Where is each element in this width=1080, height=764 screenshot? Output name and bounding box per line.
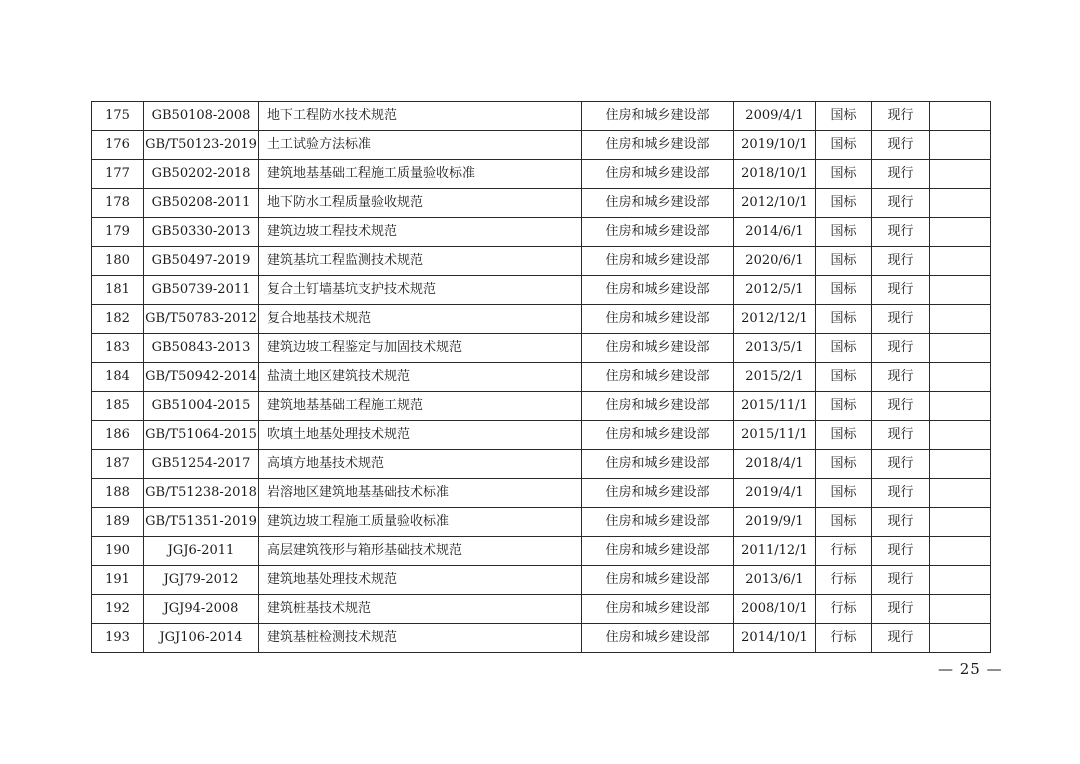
issuing-department: 住房和城乡建设部 — [582, 334, 734, 363]
row-seq-number: 187 — [92, 450, 144, 479]
row-seq-number: 186 — [92, 421, 144, 450]
table-row — [92, 334, 991, 363]
standard-name: 盐渍土地区建筑技术规范 — [259, 363, 582, 392]
standard-name: 吹填土地基处理技术规范 — [259, 421, 582, 450]
issuing-department: 住房和城乡建设部 — [582, 537, 734, 566]
standard-level: 国标 — [816, 450, 872, 479]
standard-status: 现行 — [872, 102, 930, 131]
standard-status: 现行 — [872, 305, 930, 334]
standard-level: 国标 — [816, 247, 872, 276]
remark-cell — [930, 566, 991, 595]
table-row — [92, 537, 991, 566]
effective-date: 2015/11/1 — [734, 421, 816, 450]
standard-status: 现行 — [872, 566, 930, 595]
effective-date: 2013/6/1 — [734, 566, 816, 595]
standard-code: GB/T51351-2019 — [144, 508, 259, 537]
issuing-department: 住房和城乡建设部 — [582, 508, 734, 537]
issuing-department: 住房和城乡建设部 — [582, 566, 734, 595]
effective-date: 2014/6/1 — [734, 218, 816, 247]
standard-code: GB/T51064-2015 — [144, 421, 259, 450]
standard-code: JGJ79-2012 — [144, 566, 259, 595]
remark-cell — [930, 218, 991, 247]
issuing-department: 住房和城乡建设部 — [582, 479, 734, 508]
standard-status: 现行 — [872, 537, 930, 566]
standard-level: 国标 — [816, 102, 872, 131]
standard-level: 国标 — [816, 131, 872, 160]
table-row — [92, 160, 991, 189]
remark-cell — [930, 595, 991, 624]
issuing-department: 住房和城乡建设部 — [582, 624, 734, 653]
remark-cell — [930, 508, 991, 537]
standard-level: 国标 — [816, 334, 872, 363]
remark-cell — [930, 247, 991, 276]
effective-date: 2009/4/1 — [734, 102, 816, 131]
row-seq-number: 191 — [92, 566, 144, 595]
standard-code: GB50739-2011 — [144, 276, 259, 305]
issuing-department: 住房和城乡建设部 — [582, 595, 734, 624]
standard-name: 高层建筑筏形与箱形基础技术规范 — [259, 537, 582, 566]
table-row — [92, 247, 991, 276]
standard-level: 行标 — [816, 537, 872, 566]
standard-level: 国标 — [816, 160, 872, 189]
effective-date: 2018/10/1 — [734, 160, 816, 189]
issuing-department: 住房和城乡建设部 — [582, 102, 734, 131]
remark-cell — [930, 421, 991, 450]
table-row — [92, 276, 991, 305]
standard-level: 国标 — [816, 392, 872, 421]
standard-name: 高填方地基技术规范 — [259, 450, 582, 479]
row-seq-number: 181 — [92, 276, 144, 305]
remark-cell — [930, 450, 991, 479]
effective-date: 2012/10/1 — [734, 189, 816, 218]
standard-name: 建筑边坡工程施工质量验收标准 — [259, 508, 582, 537]
standard-code: GB/T50783-2012 — [144, 305, 259, 334]
remark-cell — [930, 160, 991, 189]
table-row — [92, 392, 991, 421]
standard-level: 国标 — [816, 218, 872, 247]
effective-date: 2019/9/1 — [734, 508, 816, 537]
standard-name: 建筑地基处理技术规范 — [259, 566, 582, 595]
standard-code: GB50497-2019 — [144, 247, 259, 276]
effective-date: 2019/10/1 — [734, 131, 816, 160]
standard-level: 国标 — [816, 305, 872, 334]
standard-status: 现行 — [872, 479, 930, 508]
row-seq-number: 184 — [92, 363, 144, 392]
standard-name: 地下工程防水技术规范 — [259, 102, 582, 131]
effective-date: 2012/12/1 — [734, 305, 816, 334]
standard-code: GB51254-2017 — [144, 450, 259, 479]
standard-status: 现行 — [872, 218, 930, 247]
standard-name: 岩溶地区建筑地基基础技术标准 — [259, 479, 582, 508]
row-seq-number: 179 — [92, 218, 144, 247]
table-row — [92, 363, 991, 392]
page-number: — 25 — — [938, 660, 1003, 678]
standard-name: 地下防水工程质量验收规范 — [259, 189, 582, 218]
standard-code: JGJ94-2008 — [144, 595, 259, 624]
row-seq-number: 178 — [92, 189, 144, 218]
standard-level: 国标 — [816, 189, 872, 218]
effective-date: 2008/10/1 — [734, 595, 816, 624]
issuing-department: 住房和城乡建设部 — [582, 247, 734, 276]
standard-code: GB51004-2015 — [144, 392, 259, 421]
table-row — [92, 508, 991, 537]
standard-status: 现行 — [872, 334, 930, 363]
effective-date: 2015/2/1 — [734, 363, 816, 392]
standard-name: 建筑基坑工程监测技术规范 — [259, 247, 582, 276]
issuing-department: 住房和城乡建设部 — [582, 305, 734, 334]
issuing-department: 住房和城乡建设部 — [582, 450, 734, 479]
table-row — [92, 218, 991, 247]
row-seq-number: 193 — [92, 624, 144, 653]
standard-name: 建筑地基基础工程施工规范 — [259, 392, 582, 421]
standard-level: 国标 — [816, 421, 872, 450]
row-seq-number: 189 — [92, 508, 144, 537]
standard-status: 现行 — [872, 189, 930, 218]
remark-cell — [930, 102, 991, 131]
standard-name: 复合土钉墙基坑支护技术规范 — [259, 276, 582, 305]
standard-code: JGJ106-2014 — [144, 624, 259, 653]
table-row — [92, 305, 991, 334]
effective-date: 2013/5/1 — [734, 334, 816, 363]
issuing-department: 住房和城乡建设部 — [582, 160, 734, 189]
standard-level: 国标 — [816, 479, 872, 508]
effective-date: 2020/6/1 — [734, 247, 816, 276]
issuing-department: 住房和城乡建设部 — [582, 276, 734, 305]
table-row — [92, 595, 991, 624]
row-seq-number: 177 — [92, 160, 144, 189]
remark-cell — [930, 537, 991, 566]
standard-code: GB50843-2013 — [144, 334, 259, 363]
effective-date: 2015/11/1 — [734, 392, 816, 421]
standard-status: 现行 — [872, 508, 930, 537]
table-row — [92, 131, 991, 160]
remark-cell — [930, 334, 991, 363]
standard-status: 现行 — [872, 392, 930, 421]
issuing-department: 住房和城乡建设部 — [582, 363, 734, 392]
row-seq-number: 190 — [92, 537, 144, 566]
standard-status: 现行 — [872, 595, 930, 624]
row-seq-number: 176 — [92, 131, 144, 160]
remark-cell — [930, 305, 991, 334]
standard-code: GB50202-2018 — [144, 160, 259, 189]
row-seq-number: 192 — [92, 595, 144, 624]
effective-date: 2011/12/1 — [734, 537, 816, 566]
effective-date: 2018/4/1 — [734, 450, 816, 479]
standard-level: 行标 — [816, 566, 872, 595]
standard-name: 建筑桩基技术规范 — [259, 595, 582, 624]
standard-code: GB/T51238-2018 — [144, 479, 259, 508]
remark-cell — [930, 624, 991, 653]
standard-level: 国标 — [816, 363, 872, 392]
standard-status: 现行 — [872, 450, 930, 479]
standard-level: 行标 — [816, 624, 872, 653]
remark-cell — [930, 131, 991, 160]
issuing-department: 住房和城乡建设部 — [582, 131, 734, 160]
table-row — [92, 102, 991, 131]
table-row — [92, 421, 991, 450]
standard-code: GB50330-2013 — [144, 218, 259, 247]
standard-code: GB/T50942-2014 — [144, 363, 259, 392]
standards-table-body — [92, 102, 991, 653]
standard-status: 现行 — [872, 247, 930, 276]
row-seq-number: 188 — [92, 479, 144, 508]
standard-name: 建筑边坡工程技术规范 — [259, 218, 582, 247]
standard-status: 现行 — [872, 131, 930, 160]
row-seq-number: 185 — [92, 392, 144, 421]
standard-name: 建筑边坡工程鉴定与加固技术规范 — [259, 334, 582, 363]
standard-code: GB50208-2011 — [144, 189, 259, 218]
standard-level: 国标 — [816, 276, 872, 305]
effective-date: 2012/5/1 — [734, 276, 816, 305]
remark-cell — [930, 189, 991, 218]
standard-name: 建筑基桩检测技术规范 — [259, 624, 582, 653]
issuing-department: 住房和城乡建设部 — [582, 392, 734, 421]
effective-date: 2014/10/1 — [734, 624, 816, 653]
effective-date: 2019/4/1 — [734, 479, 816, 508]
table-row — [92, 566, 991, 595]
row-seq-number: 183 — [92, 334, 144, 363]
table-row — [92, 450, 991, 479]
standard-status: 现行 — [872, 624, 930, 653]
remark-cell — [930, 363, 991, 392]
remark-cell — [930, 392, 991, 421]
standard-status: 现行 — [872, 160, 930, 189]
standard-level: 行标 — [816, 595, 872, 624]
table-row — [92, 624, 991, 653]
standard-status: 现行 — [872, 421, 930, 450]
remark-cell — [930, 276, 991, 305]
row-seq-number: 180 — [92, 247, 144, 276]
table-row — [92, 189, 991, 218]
standard-name: 复合地基技术规范 — [259, 305, 582, 334]
row-seq-number: 182 — [92, 305, 144, 334]
issuing-department: 住房和城乡建设部 — [582, 189, 734, 218]
standard-code: JGJ6-2011 — [144, 537, 259, 566]
standard-code: GB50108-2008 — [144, 102, 259, 131]
standard-level: 国标 — [816, 508, 872, 537]
standard-name: 建筑地基基础工程施工质量验收标准 — [259, 160, 582, 189]
standard-status: 现行 — [872, 276, 930, 305]
issuing-department: 住房和城乡建设部 — [582, 421, 734, 450]
standard-code: GB/T50123-2019 — [144, 131, 259, 160]
standard-name: 土工试验方法标准 — [259, 131, 582, 160]
row-seq-number: 175 — [92, 102, 144, 131]
table-row — [92, 479, 991, 508]
standards-table — [91, 101, 991, 653]
issuing-department: 住房和城乡建设部 — [582, 218, 734, 247]
remark-cell — [930, 479, 991, 508]
standard-status: 现行 — [872, 363, 930, 392]
